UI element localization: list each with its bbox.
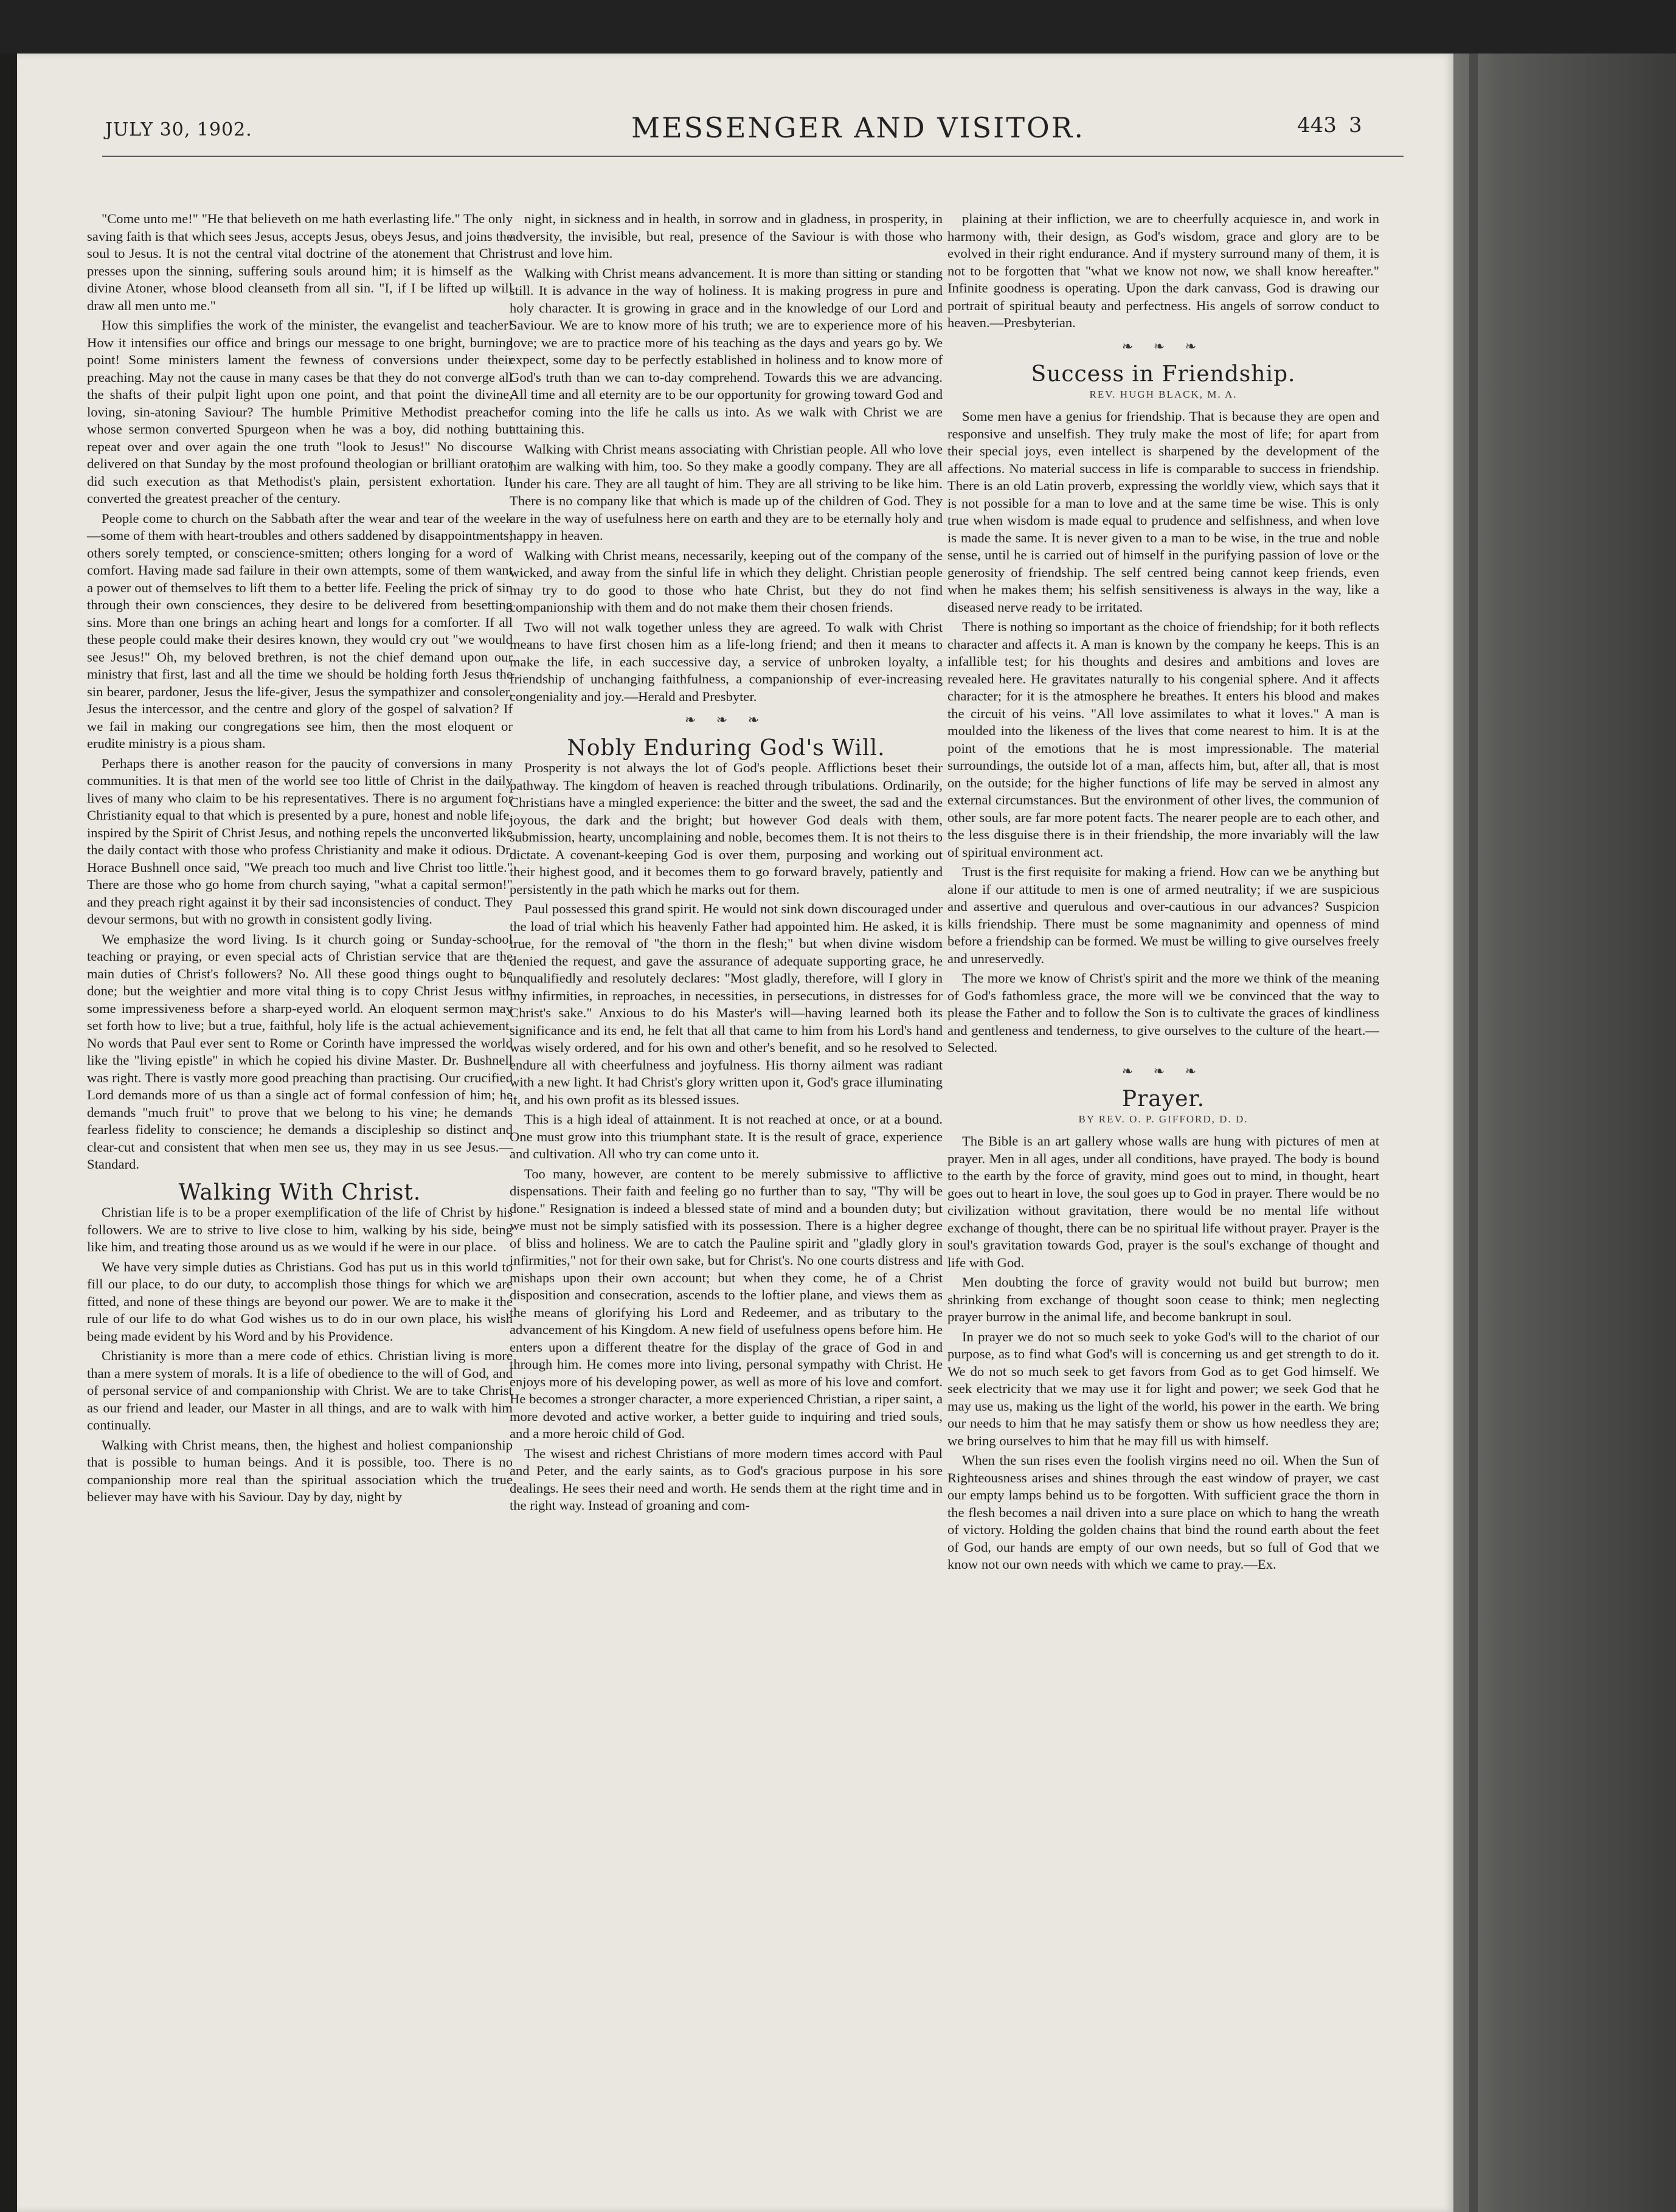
paragraph: Some men have a genius for friendship. That is because they are open and responsive and unselfish. They truly make the most of life; for apart from their special joys, even intellect is sharpened by the development of the affections. No material success in life is comparable to success in friendship. There is an old Latin proverb, expressing the worldly view, which says that it is not possible for a man to love and at the same time be wise. This is only true when wisdom is made equal to prudence and selfishness, and when love is made the same. It is never given to a man to be wise, in the true and noble sense, until he is carried out of himself in the purifying passion of love or the generosity of friendship. The self centred being cannot keep friends, even when he makes them; his selfish sensitiveness is always in the way, like a diseased nerve ready to be irritated. [947, 409, 1379, 615]
book-edge-shadow [1453, 54, 1676, 2212]
masthead-title: MESSENGER AND VISITOR. [631, 111, 1086, 144]
paragraph: In prayer we do not so much seek to yoke God's will to the chariot of our purpose, as to find what God's will is concerning us and get strength to do it. We do not so much seek to get favors from God as to get God himself. We seek electricity that we may use it for light and power; we seek God that he may use us, making us the light of the world, his power in the earth. We bring our needs to him that he may satisfy them or show us how needless they are; we bring ourselves to him that he may fill us with himself. [947, 1329, 1379, 1448]
paragraph: Walking with Christ means, necessarily, keeping out of the company of the wicked, and away from the sinful life in which they delight. Christian people may try to do good to those who hate Christ, but they do not find companionship with them and do not make them their chosen friends. [510, 547, 943, 615]
paragraph: "Come unto me!" "He that believeth on me hath everlasting life." The only saving faith is that which sees Jesus, accepts Jesus, obeys Jesus, and joins the soul to Jesus. It is not the central vital doctrine of the atonement that Christ presses upon the sinning, suffering souls around him; it is himself as the divine Atoner, whose blood cleanseth from all sin. "I, if I be lifted up will draw all men unto me." [87, 211, 513, 313]
paragraph: How this simplifies the work of the minister, the evangelist and teacher! How it intensifies our office and brings our message to one bright, burning point! Some ministers lament the fewness of conversions under their preaching. May not the cause in many cases be that they do not converge all the shafts of their pulpit light upon one point, and that point the divine, loving, sin-atoning Saviour? The humble Primitive Methodist preacher whose sermon converted Spurgeon when he was a boy, did nothing but repeat over and over again the one truth "look to Jesus!" No discourse delivered on that Sunday by the most profound theologian or brilliant orator did such execution as that Methodist's plain, persistent exhortation. It converted the greatest preacher of the century. [87, 317, 513, 506]
paragraph: There is nothing so important as the choice of friendship; for it both reflects character and affects it. A man is known by the company he keeps. This is an infallible test; for his thoughts and desires and ambitions and loves are revealed here. He gravitates naturally to his congenial sphere. And it affects character; for it is the atmosphere he breathes. It enters his blood and makes the circuit of his veins. "All love assimilates to what it loves." A man is moulded into the likeness of the lives that come nearest to him. It is at the point of the emotions that he is most impressionable. The material surroundings, the outside lot of a man, affects him, but, after all, that is most on the outside; for the higher functions of life may be served in almost any external circumstances. But the environment of other lives, the communion of other souls, are far more potent facts. The nearer people are to each other, and the less disguise there is in their friendship, the more invariably will the law of spiritual environment act. [947, 619, 1379, 860]
paragraph: The wisest and richest Christians of more modern times accord with Paul and Peter, and the early saints, as to God's gracious purpose in his sore dealings. He sees their need and worth. He sends them at the right time and in the right way. Instead of groaning and com- [510, 1445, 943, 1513]
header-rule [102, 156, 1404, 157]
paragraph: People come to church on the Sabbath after the wear and tear of the week—some of them with heart-troubles and others saddened by disappointments; others sorely tempted, or conscience-smitten; others longing for a word of comfort. Having made sad failure in their own attempts, some of them want a power out of themselves to lift them to a better life. Feeling the prick of sin through their own consciences, they desire to be delivered from besetting sins. More than one brings an aching heart and longs for a comforter. If all these people could make their desires known, they would cry out "we would see Jesus!" Oh, my beloved brethren, is not the chief demand upon our ministry that first, last and all the time we should be holding forth Jesus the sin bearer, pardoner, Jesus the life-giver, Jesus the sympathizer and consoler, Jesus the intercessor, and the centre and glory of the gospel of salvation? If we fail in making our congregations see him, then the most eloquent or erudite ministry is a pious sham. [87, 510, 513, 751]
section-ornament: ❧ ❧ ❧ [1121, 338, 1205, 354]
paragraph: Perhaps there is another reason for the paucity of conversions in many communities. It is that men of the world see too little of Christ in the daily lives of many who claim to be his representatives. There is no argument for Christianity equal to that which is presented by a pure, honest and noble life, inspired by the Spirit of Christ Jesus, and nothing repels the unconverted like the daily contact with those who profess Christianity and make it odious. Dr. Horace Bushnell once said, "We preach too much and live Christ too little." There are those who go home from church saying, "what a capital sermon!" and they preach right against it by their sad inconsistencies of conduct. They devour sermons, but with no growth in consistent godly living. [87, 755, 513, 927]
column-3 [947, 210, 1379, 1576]
article-byline: REV. HUGH BLACK, M. A. [1089, 388, 1238, 400]
paragraph: We emphasize the word living. Is it church going or Sunday-school teaching or praying, or even special acts of Christian service that are the main duties of Christ's followers? No. All these good things ought to be done; but the weightier and more vital thing is to copy Christ Jesus with some impressiveness before a sharp-eyed world. An eloquent sermon may set forth how to live; but a true, faithful, holy life is the actual achievement. No words that Paul ever sent to Rome or Corinth have impressed the world like the "living epistle" in which he copied his divine Master. Dr. Bushnell was right. There is vastly more good preaching than practising. Our crucified Lord demands more of us than a single act of formal confession of him; he demands "much fruit" to prove that we belong to his vine; he demands fearless fidelity to conscience; he demands a discipleship so distinct and clear-cut and consistent that when men see us, they may in us see Jesus.—Standard. [87, 931, 513, 1172]
article-heading: Prayer. [1121, 1087, 1205, 1111]
newspaper-page [17, 54, 1453, 2212]
column-1 [87, 210, 513, 1509]
paragraph: Walking with Christ means associating with Christian people. All who love him are walking with him, too. So they make a goodly company. They are all under his care. They are all taught of him. They are all striving to be like him. There is no company like that which is made up of the children of God. They are in the way of usefulness here on earth and they are to be eternally holy and happy in heaven. [510, 441, 943, 543]
paragraph: Christianity is more than a mere code of ethics. Christian living is more than a mere system of morals. It is a life of obedience to the will of God, and of personal service of and companionship with Christ. We are to take Christ as our friend and leader, our Master in all things, and are to walk with him continually. [87, 1348, 513, 1433]
paragraph: This is a high ideal of attainment. It is not reached at once, or at a bound. One must grow into this triumphant state. It is the result of grace, experience and cultivation. All who try can come unto it. [510, 1111, 943, 1161]
issue-date: JULY 30, 1902. [105, 119, 252, 140]
paragraph: Prosperity is not always the lot of God's people. Afflictions beset their pathway. The kingdom of heaven is reached through tribulations. Ordinarily, Christians have a mingled experience: the bitter and the sweet, the sad and the joyous, the dark and the bright; but however God deals with them, submission, hearty, uncomplaining and noble, becomes them. It is not theirs to dictate. A covenant-keeping God is over them, purposing and working out their highest good, and it becomes them to go forward bravely, patiently and persistently in the path which he marks out for them. [510, 760, 943, 897]
column-2 [510, 210, 943, 1517]
paragraph: The Bible is an art gallery whose walls are hung with pictures of men at prayer. Men in all ages, under all conditions, have prayed. The body is bound to the earth by the force of gravity, mind goes out to mind, in thought, heart goes out to heart in love, the soul goes up to God in prayer. There would be no civilization without gravitation, there would be no mental life without exchange of thought, there can be no spiritual life without prayer. Prayer is the soul's gravitation towards God, prayer is the soul's exchange of thought and life with God. [947, 1133, 1379, 1270]
paragraph: Two will not walk together unless they are agreed. To walk with Christ means to have first chosen him as a life-long friend; and then it means to make the life, in each successive day, a service of unbroken loyalty, a friendship of unchanging faithfulness, a companionship of ever-increasing congeniality and joy.—Herald and Presbyter. [510, 619, 943, 704]
section-ornament: ❧ ❧ ❧ [684, 712, 768, 727]
paragraph: Walking with Christ means, then, the highest and holiest companionship that is possible to human beings. And it is possible, too. There is no companionship more real than the spiritual association which the true believer may have with his Saviour. Day by day, night by [87, 1437, 513, 1504]
scan-background [0, 0, 1676, 54]
article-heading: Success in Friendship. [1031, 362, 1296, 387]
signature-mark: 3 [1349, 113, 1362, 137]
paragraph: Christian life is to be a proper exemplification of the life of Christ by his followers. We are to strive to live close to him, walking by his side, being like him, and treating those around us as we would if he were in our place. [87, 1205, 513, 1254]
paragraph: When the sun rises even the foolish virgins need no oil. When the Sun of Righteousness arises and shines through the east window of prayer, we cast our empty lamps behind us to be forgotten. With sufficient grace the thorn in the flesh becomes a nail driven into a sure place on which to hang the wreath of victory. Holding the golden chains that bind the round earth about the feet of God, our hands are empty of our own needs, but so full of God that we know not our own needs with which we came to pray.—Ex. [947, 1453, 1379, 1572]
article-heading: Nobly Enduring God's Will. [567, 735, 885, 761]
paragraph: Too many, however, are content to be merely submissive to afflictive dispensations. Their faith and feeling go no further than to say, "Thy will be done." Resignation is indeed a blessed state of mind and a bounden duty; but we must not be simply satisfied with its possession. There is a higher degree of bliss and holiness. We are to catch the Pauline spirit and "gladly glory in infirmities," not for their own sake, but for Christ's. No one courts distress and mishaps upon their own account; but when they come, he of a Christ disposition and consecration, ascends to the loftier plane, and views them as the means of glorifying his Lord and Redeemer, and as tributary to the advancement of his Kingdom. A new field of usefulness opens before him. He enters upon a different theatre for the display of the grace of God in and through him. He comes more into living, personal sympathy with Christ. He enjoys more of his developing power, as well as more of his love and comfort. He becomes a stronger character, a more experienced Christian, a riper saint, a more devoted and active worker, a better guide to inquiring and tried souls, and a more heroic child of God. [510, 1166, 943, 1441]
paragraph: Men doubting the force of gravity would not build but burrow; men shrinking from exchange of thought soon cease to think; men neglecting prayer burrow in the animal life, and become bankrupt in soul. [947, 1274, 1379, 1324]
article-byline: BY REV. O. P. GIFFORD, D. D. [1078, 1113, 1248, 1125]
binding-stripe [1469, 54, 1478, 2212]
paragraph: We have very simple duties as Christians. God has put us in this world to fill our place, to do our duty, to accomplish those things for which we are fitted, and none of these things are beyond our power. We are to make it the rule of our life to do what God wishes us to do in our own place, his wish being made evident by his Word and by his Providence. [87, 1259, 513, 1344]
paragraph: night, in sickness and in health, in sorrow and in gladness, in prosperity, in adversity, the invisible, but real, presence of the Saviour is with those who trust and love him. [510, 211, 943, 261]
paragraph: plaining at their infliction, we are to cheerfully acquiesce in, and work in harmony with, their design, as God's wisdom, grace and glory are to be evolved in their right endurance. And if mystery surround many of them, it is not to be forgotten that "what we know not now, we shall know hereafter." Infinite goodness is operating. Upon the dark canvass, God is drawing our portrait of spiritual beauty and perfectness. His angels of sorrow conduct to heaven.—Presbyterian. [947, 211, 1379, 330]
section-ornament: ❧ ❧ ❧ [1121, 1063, 1205, 1079]
paragraph: Walking with Christ means advancement. It is more than sitting or standing still. It is advance in the way of holiness. It is making progress in pure and holy character. It is growing in grace and in the knowledge of our Lord and Saviour. We are to know more of his truth; we are to experience more of his love; we are to practice more of his teaching as the days and years go by. We expect, some day to be perfectly established in holiness and to know more of God's truth than we can to-day comprehend. Towards this we are advancing. All time and all eternity are to be our opportunity for growing toward God and for coming into the life he calls us into. As we walk with Christ we are attaining this. [510, 265, 943, 437]
article-heading: Walking With Christ. [178, 1180, 421, 1205]
page-number: 443 [1297, 113, 1337, 137]
paragraph: Trust is the first requisite for making a friend. How can we be anything but alone if our attitude to men is one of armed neutrality; if we are suspicious and assertive and querulous and over-cautious in our advances? Suspicion kills friendship. There must be some magnanimity and openness of mind before a friendship can be formed. We must be willing to give ourselves freely and unreservedly. [947, 864, 1379, 966]
paragraph: Paul possessed this grand spirit. He would not sink down discouraged under the load of trial which his heavenly Father had appointed him. He asked, it is true, for the removal of "the thorn in the flesh;" but when divine wisdom denied the request, and gave the assurance of adequate supporting grace, he unqualifiedly and resolutely declares: "Most gladly, therefore, will I glory in my infirmities, in reproaches, in necessities, in persecutions, in distresses for Christ's sake." Anxious to do his Master's will—having learned both its significance and its end, he felt that all that came to him from his Lord's hand was wisely ordered, and for his own and other's benefit, and so he resolved to endure all with cheerfulness and joyfulness. His thorny ailment was radiant with a new light. It had Christ's glory written upon it, God's grace illuminating it, and his own profit as its blessed issues. [510, 901, 943, 1107]
paragraph: The more we know of Christ's spirit and the more we think of the meaning of God's fathomless grace, the more will we be convinced that the way to please the Father and to follow the Son is to cultivate the graces of kindliness and gentleness and tenderness, to give ourselves to the culture of the heart.—Selected. [947, 970, 1379, 1055]
